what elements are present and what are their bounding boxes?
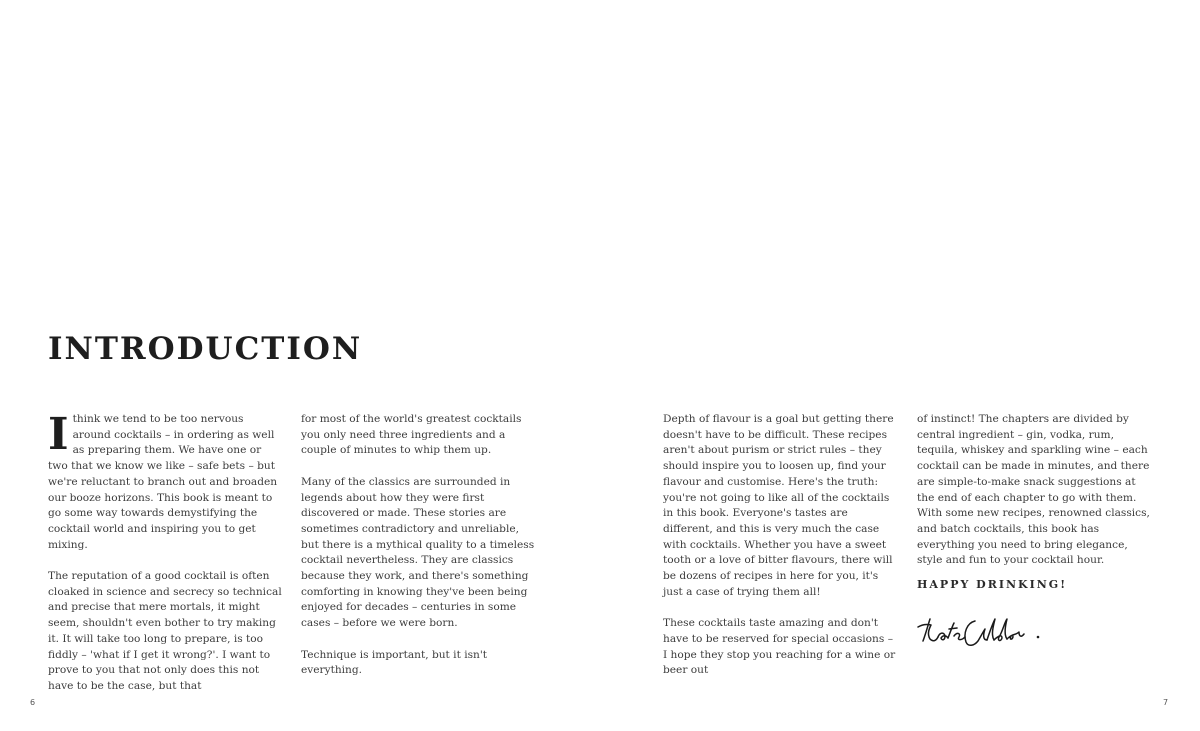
author-signature xyxy=(917,611,1047,653)
text-column-4 xyxy=(917,412,1153,653)
paragraph: Depth of flavour is a goal but getting there doesn't have to be difficult. These recipes aren't about purism or strict rules – they should inspire you to loosen up, find your flavour and customise. Here's the truth: you're not going to like all of the cocktails in this book. Everyone's tastes are different, and this is very much the case with cocktails. Whether you have a sweet tooth or a love of bitter flavours, there will be dozens of recipes in here for you, it's just a case of trying them all! xyxy=(663,413,894,598)
text-column-3 xyxy=(663,412,899,679)
paragraph: Many of the classics are surrounded in legends about how they were first discovered or made. These stories are sometimes contradictory and unreliable, but there is a mythical quality to a timeless cocktail nevertheless. They are classics because they work, and there's something comforting in knowing they've been being enjoyed for decades – centuries in some cases – before we were born. xyxy=(301,475,535,630)
paragraph: for most of the world's greatest cocktails you only need three ingredients and a couple of minutes to whip them up. xyxy=(301,413,522,457)
sign-off: HAPPY DRINKING! xyxy=(917,578,1068,592)
paragraph: Technique is important, but it isn't everything. xyxy=(301,648,488,677)
paragraph-text: think we tend to be too nervous around cocktails – in ordering as well as preparing them. We have one or two that we know we like – safe bets – but we're reluctant to branch out and broaden our booze horizons. This book is meant to go some way towards demystifying the cocktail world and inspiring you to get mixing. xyxy=(48,413,278,551)
text-column-1 xyxy=(48,409,284,695)
page-number-right: 7 xyxy=(1163,698,1169,707)
paragraph: The reputation of a good cocktail is often cloaked in science and secrecy so technical and precise that mere mortals, it might seem, shouldn't even bother to try making it. It will take too long to prepare, is too fiddly – 'what if I get it wrong?'. I want to prove to you that not only does this not have to be the case, but that xyxy=(48,570,282,692)
drop-cap: I xyxy=(48,409,69,460)
paragraph: of instinct! The chapters are divided by central ingredient – gin, vodka, rum, tequila, whiskey and sparkling wine – each cocktail can be made in minutes, and there are simple-to-make snack suggestions at the end of each chapter to go with them. With some new recipes, renowned classics, and batch cocktails, this book has everything you need to bring elegance, style and fun to your cocktail hour. xyxy=(917,413,1150,567)
paragraph: These cocktails taste amazing and don't have to be reserved for special occasions – I hope they stop you reaching for a wine or beer out xyxy=(663,617,896,677)
chapter-title: INTRODUCTION xyxy=(48,331,363,367)
paragraph xyxy=(48,409,284,553)
text-column-2 xyxy=(301,412,537,679)
page-number-left: 6 xyxy=(30,698,36,707)
